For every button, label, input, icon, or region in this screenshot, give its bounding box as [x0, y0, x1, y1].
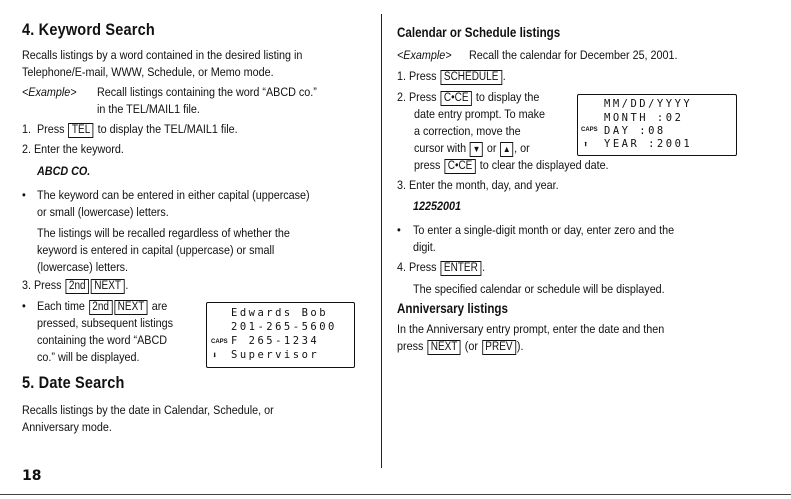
para-line2: keyword is entered in capital (uppercase) or small: [37, 243, 275, 257]
bullet-1-line2: or small (lowercase) letters.: [37, 205, 169, 219]
step-3: [22, 277, 128, 294]
para-line1: The listings will be recalled regardless of whether the: [37, 226, 290, 240]
section-4-title: 4. Keyword Search: [22, 21, 155, 39]
lcd-display-contact: [206, 302, 355, 368]
step-4-pre: 4. Press: [397, 260, 437, 274]
anniversary-title: Anniversary listings: [397, 301, 508, 316]
step-2-pre: 2. Press: [397, 90, 437, 104]
schedule-key: SCHEDULE: [440, 70, 501, 85]
step-2-line4: [414, 140, 530, 157]
section-5-title: 5. Date Search: [22, 374, 125, 392]
step-1-number: 1.: [22, 122, 31, 136]
step-2-line5-post: to clear the displayed date.: [479, 158, 609, 172]
step-2-line5-pre: press: [414, 158, 441, 172]
bullet-2-post: are: [151, 299, 168, 313]
up-arrow-icon: ⬆: [583, 140, 589, 150]
section-4-intro-line1: Recalls listings by a word contained in the desired listing in: [22, 48, 303, 62]
bullet-2-line4: co.” will be displayed.: [37, 350, 140, 364]
caps-indicator: CAPS: [581, 127, 598, 133]
2nd-key: 2nd: [65, 279, 89, 294]
enter-key: ENTER: [440, 261, 481, 276]
calendar-title: Calendar or Schedule listings: [397, 25, 561, 40]
bullet-1-line1: The keyword can be entered in either capital (uppercase): [37, 188, 310, 202]
step-1-post: .: [502, 69, 506, 83]
bullet-2-pre: Each time: [37, 299, 85, 313]
step-2-line1: [397, 89, 539, 106]
lcd-row-title: Supervisor: [231, 349, 320, 361]
step-1-pre: 1. Press: [397, 69, 437, 83]
bullet-line1: To enter a single-digit month or day, enter zero and the: [413, 223, 675, 237]
page-number: 18: [22, 468, 42, 484]
bullet-icon: •: [22, 299, 26, 313]
step-3-pre: 3. Press: [22, 278, 62, 292]
lcd-row-month: MONTH :02: [604, 112, 684, 124]
bullet-icon: •: [397, 223, 401, 237]
step-3-post: .: [125, 278, 129, 292]
bullet-2-line3: containing the word “ABCD: [37, 333, 168, 347]
step-2: 2. Enter the keyword.: [22, 142, 124, 156]
step-4-line2: The specified calendar or schedule will be displayed.: [413, 282, 665, 296]
step-2-or: or: [486, 141, 497, 155]
lcd-display-date: [577, 94, 737, 156]
example-text-line2: in the TEL/MAIL1 file.: [97, 102, 200, 116]
bullet-line2: digit.: [413, 240, 436, 254]
anniversary-pre: press: [397, 339, 424, 353]
anniversary-post: ).: [516, 339, 524, 353]
step-2-line5: [414, 157, 609, 174]
2nd-key: 2nd: [89, 300, 113, 315]
step-1: [397, 68, 506, 85]
lcd-row-name: Edwards Bob: [231, 307, 329, 319]
next-key: NEXT: [427, 340, 461, 355]
up-arrow-key-icon: ▲: [500, 142, 513, 157]
anniversary-mid: (or: [464, 339, 478, 353]
section-4-intro-line2: Telephone/E-mail, WWW, Schedule, or Memo mode.: [22, 65, 274, 79]
tel-key: TEL: [68, 123, 93, 138]
section-5-line2: Anniversary mode.: [22, 420, 112, 434]
next-key: NEXT: [114, 300, 148, 315]
step-2-line4-pre: cursor with: [414, 141, 467, 155]
caps-indicator: CAPS: [211, 339, 228, 345]
clear-key: C•CE: [444, 159, 476, 174]
column-divider: [381, 14, 382, 468]
step-4-post: .: [482, 260, 486, 274]
lcd-row-phone: 201-265-5600: [231, 321, 337, 333]
step-1-pre: Press: [36, 122, 65, 136]
anniversary-line2: [397, 338, 524, 355]
step-4: [397, 259, 485, 276]
down-arrow-key-icon: ▼: [470, 142, 483, 157]
lcd-row-format: MM/DD/YYYY: [604, 98, 693, 110]
lcd-row-day: DAY :08: [604, 125, 666, 137]
bottom-rule: [0, 494, 791, 495]
step-2-line4-post: , or: [514, 141, 530, 155]
para-line3: (lowercase) letters.: [37, 260, 129, 274]
bullet-2-line1: [37, 298, 167, 315]
step-2-post: to display the: [475, 90, 540, 104]
bullet-2-line2: pressed, subsequent listings: [37, 316, 174, 330]
bullet-icon: •: [22, 188, 26, 202]
keyword-example: ABCD CO.: [37, 164, 91, 178]
anniversary-line1: In the Anniversary entry prompt, enter the date and then: [397, 322, 665, 336]
step-1: [22, 121, 238, 138]
lcd-row-year: YEAR :2001: [604, 138, 693, 150]
lcd-row-fax: F 265-1234: [231, 335, 320, 347]
down-arrow-icon: ⬇: [212, 351, 218, 361]
prev-key: PREV: [482, 340, 516, 355]
example-text: Recall the calendar for December 25, 2001.: [469, 48, 678, 62]
step-2-line2: date entry prompt. To make: [414, 107, 546, 121]
section-5-line1: Recalls listings by the date in Calendar, Schedule, or: [22, 403, 274, 417]
next-key: NEXT: [91, 279, 125, 294]
date-example: 12252001: [413, 199, 461, 213]
example-tag: <Example>: [22, 85, 77, 99]
example-text-line1: Recall listings containing the word “ABCD co.”: [97, 85, 317, 99]
step-3: 3. Enter the month, day, and year.: [397, 178, 559, 192]
example-tag: <Example>: [397, 48, 452, 62]
step-1-post: to display the TEL/MAIL1 file.: [97, 122, 238, 136]
clear-key: C•CE: [440, 91, 472, 106]
step-2-line3: a correction, move the: [414, 124, 521, 138]
